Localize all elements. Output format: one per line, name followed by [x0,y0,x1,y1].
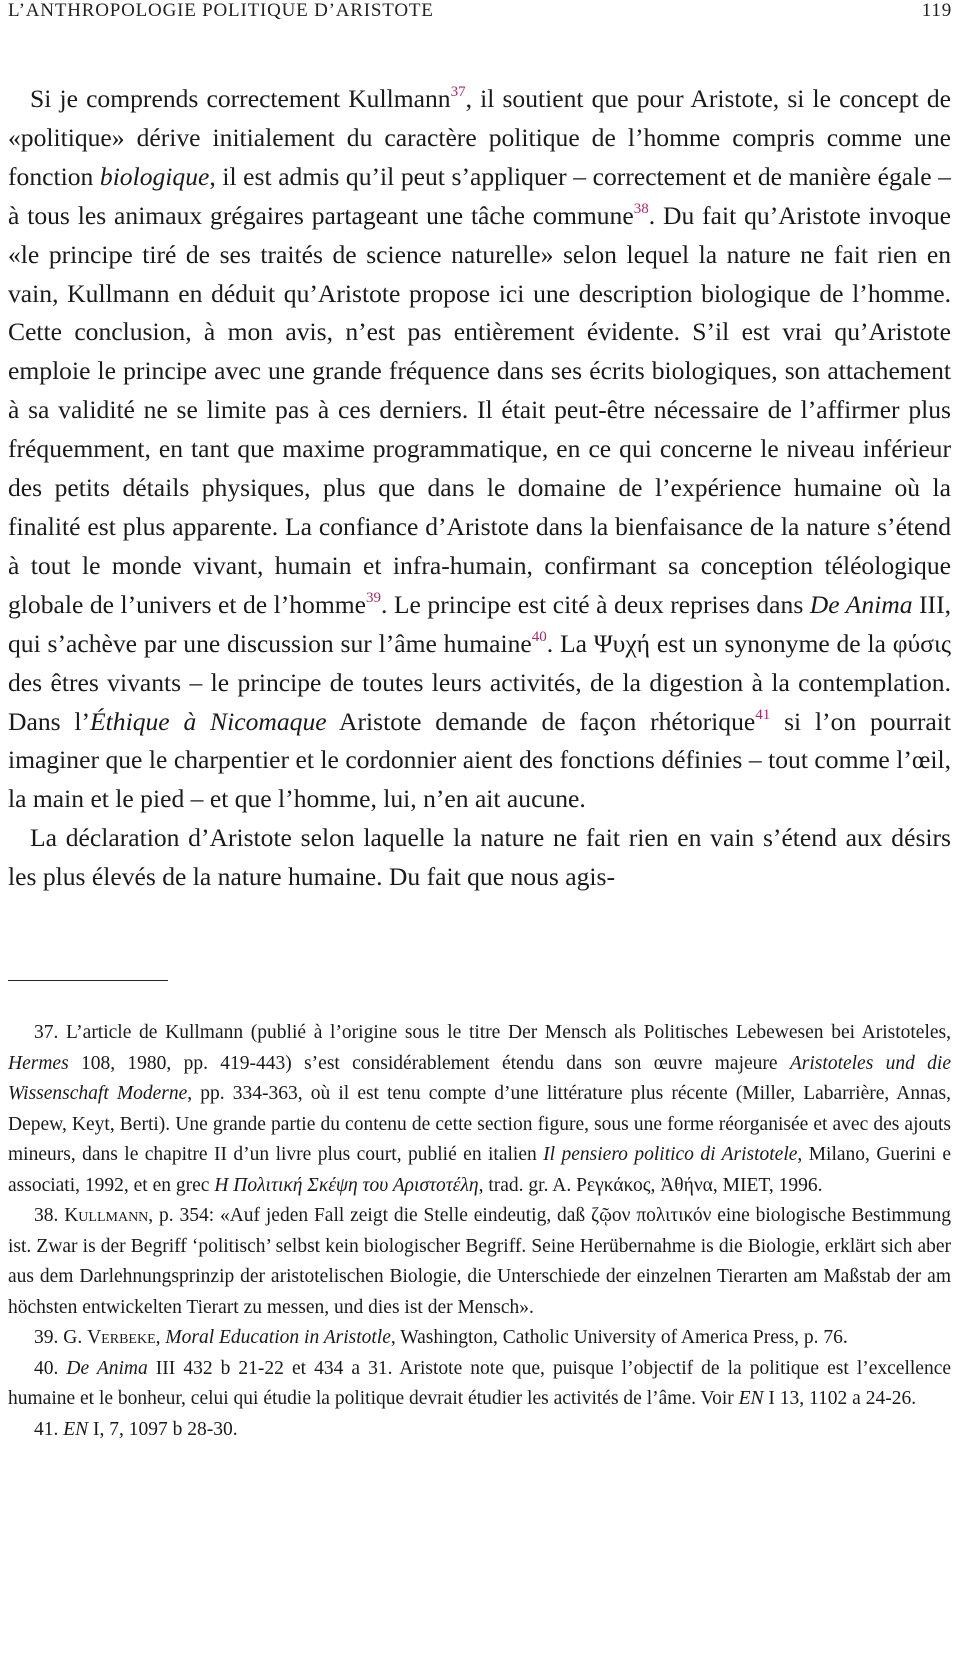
text-run: Aristote demande de façon rhétorique [326,706,756,736]
footnote-ref-41[interactable]: 41 [755,706,771,723]
text-run: III, qui s’achève par une discussion sur l’âme humaine [8,589,951,658]
italic-run: De Anima [66,1357,148,1379]
text-run: 38. [34,1205,65,1226]
footnote-39 [8,1323,951,1354]
footnote-37 [8,1018,951,1201]
text-run: III 432 b 21-22 et 434 a 31. Aristote note que, puisque l’objectif de la politique est l’excellence humaine et le bonheur, celui qui étudie la politique devrait étudier les activités de l’âme. Voir [8,1357,952,1409]
text-run: Si je comprends correctement Kullmann [30,84,451,113]
text-run: , trad. gr. A. Ρεγκάκος, Ἀθήνα, MIET, 1996. [478,1174,823,1196]
footnote-ref-37[interactable]: 37 [450,84,466,100]
text-run: 37. L’article de Kullmann (publié à l’origine sous le titre Der Mensch als Politisches Lebewesen bei Aristoteles, [34,1022,951,1043]
text-run: , [155,1327,166,1348]
running-head [8,0,952,30]
italic-run: EN [738,1388,764,1409]
text-run: , Washington, Catholic University of America Press, p. 76. [390,1327,848,1348]
footnote-ref-38[interactable]: 38 [633,200,649,217]
footnote-ref-39[interactable]: 39 [366,589,382,606]
text-run: 41. [34,1418,64,1440]
italic-run: Éthique à Nicomaque [90,706,327,736]
footnote-38 [8,1201,951,1323]
text-run: 39. G. [34,1327,88,1348]
italic-run: EN [63,1418,89,1440]
running-head-title: L’ANTHROPOLOGIE POLITIQUE D’ARISTOTE [8,0,434,21]
italic-run: Hermes [8,1052,69,1074]
text-run: . La Ψυχή est un synonyme de la φύσις des êtres vivants – le principe de toutes leurs activités, de la digestion à la contemplation. Dans l’ [8,628,951,736]
text-run: . Le principe est cité à deux reprises dans [381,589,810,619]
small-caps-run: Verbeke [87,1327,156,1348]
paragraph-1 [8,80,951,819]
italic-run: Moral Education in Aristotle [165,1327,391,1348]
text-run: , il est admis qu’il peut s’appliquer – correctement et de manière égale – à tous les animaux grégaires partageant une tâche commune [8,161,951,230]
footnote-ref-40[interactable]: 40 [531,628,547,645]
footnote-separator [8,980,168,981]
text-run: I 13, 1102 a 24-26. [763,1388,917,1409]
small-caps-run: Kullmann [64,1205,149,1226]
text-run: . Du fait qu’Aristote invoque «le principe tiré de ses traités de science naturelle» selon lequel la nature ne fait rien en vain, Kullmann en déduit qu’Aristote propose ici une description biologique de l’homme. Cette conclusion, à mon avis, n’est pas entièrement évidente. S’il est vrai qu’Aristote emploie le principe avec une grande fréquence dans ses écrits biologiques, son attachement à sa validité ne se limite pas à ces derniers. Il était peut-être nécessaire de l’affirmer plus fréquemment, en tant que maxime programmatique, en ce qui concerne le niveau inférieur des petits détails physiques, plus que dans le domaine de l’expérience humaine où la finalité est plus apparente. La confiance d’Aristote dans la bienfaisance de la nature s’étend à tout le monde vivant, humain et infra-humain, confirmant sa conception téléologique globale de l’univers et de l’homme [8,200,951,619]
text-run: 108, 1980, pp. 419-443) s’est considérablement étendu dans son œuvre majeure [68,1052,790,1074]
text-run: , Milano, Guerini e associati, 1992, et en grec [8,1144,951,1196]
text-run: , pp. 334-363, où il est tenu compte d’une littérature plus récente (Miller, Labarrière, Annas, Depew, Keyt, Berti). Une grande partie du contenu de cette section figure, sous une forme réorganisée et avec des ajouts mineurs, dans le chapitre II d’un livre plus court, publié en italien [8,1083,951,1165]
text-run: , il soutient que pour Aristote, si le concept de «politique» dérive initialement du caractère politique de l’homme compris comme une fonction [8,84,952,191]
paragraph-2: La déclaration d’Aristote selon laquelle la nature ne fait rien en vain s’étend aux désirs les plus élevés de la nature humaine. Du fait que nous agis- [8,823,951,892]
text-run: si l’on pourrait imaginer que le charpentier et le cordonnier aient des fonctions définies – tout comme l’œil, la main et le pied – et que l’homme, lui, n’en ait aucune. [8,706,951,814]
main-text [8,80,951,897]
italic-run: Aristoteles und die Wissenschaft Moderne [8,1052,951,1104]
page-number: 119 [921,0,952,21]
footnotes [8,1018,951,1445]
italic-run: Η Πολιτική Σκέψη του Αριστοτέλη [214,1174,479,1196]
italic-run: De Anima [809,589,913,619]
text-run: I, 7, 1097 b 28-30. [88,1418,238,1440]
italic-run: biologique [99,161,210,191]
footnote-40 [8,1354,951,1415]
text-run: , p. 354: «Auf jeden Fall zeigt die Stelle eindeutig, daß ζῷον πολιτικόν eine biologische Bestimmung ist. Zwar is der Begriff ‘politisch’ selbst kein biologischer Begriff. Seine Herübernahme is die Biologie, erklärt sich aber aus dem Darlehnungsprinzip der aristotelischen Biologie, die Unterschiede der einzelnen Tierarten am Maßstab der am höchsten entwickelten Tierart zu messen, und dies ist der Mensch». [8,1205,951,1318]
text-run: 40. [34,1357,67,1379]
italic-run: Il pensiero politico di Aristotele [543,1144,798,1165]
footnote-41 [8,1415,951,1446]
